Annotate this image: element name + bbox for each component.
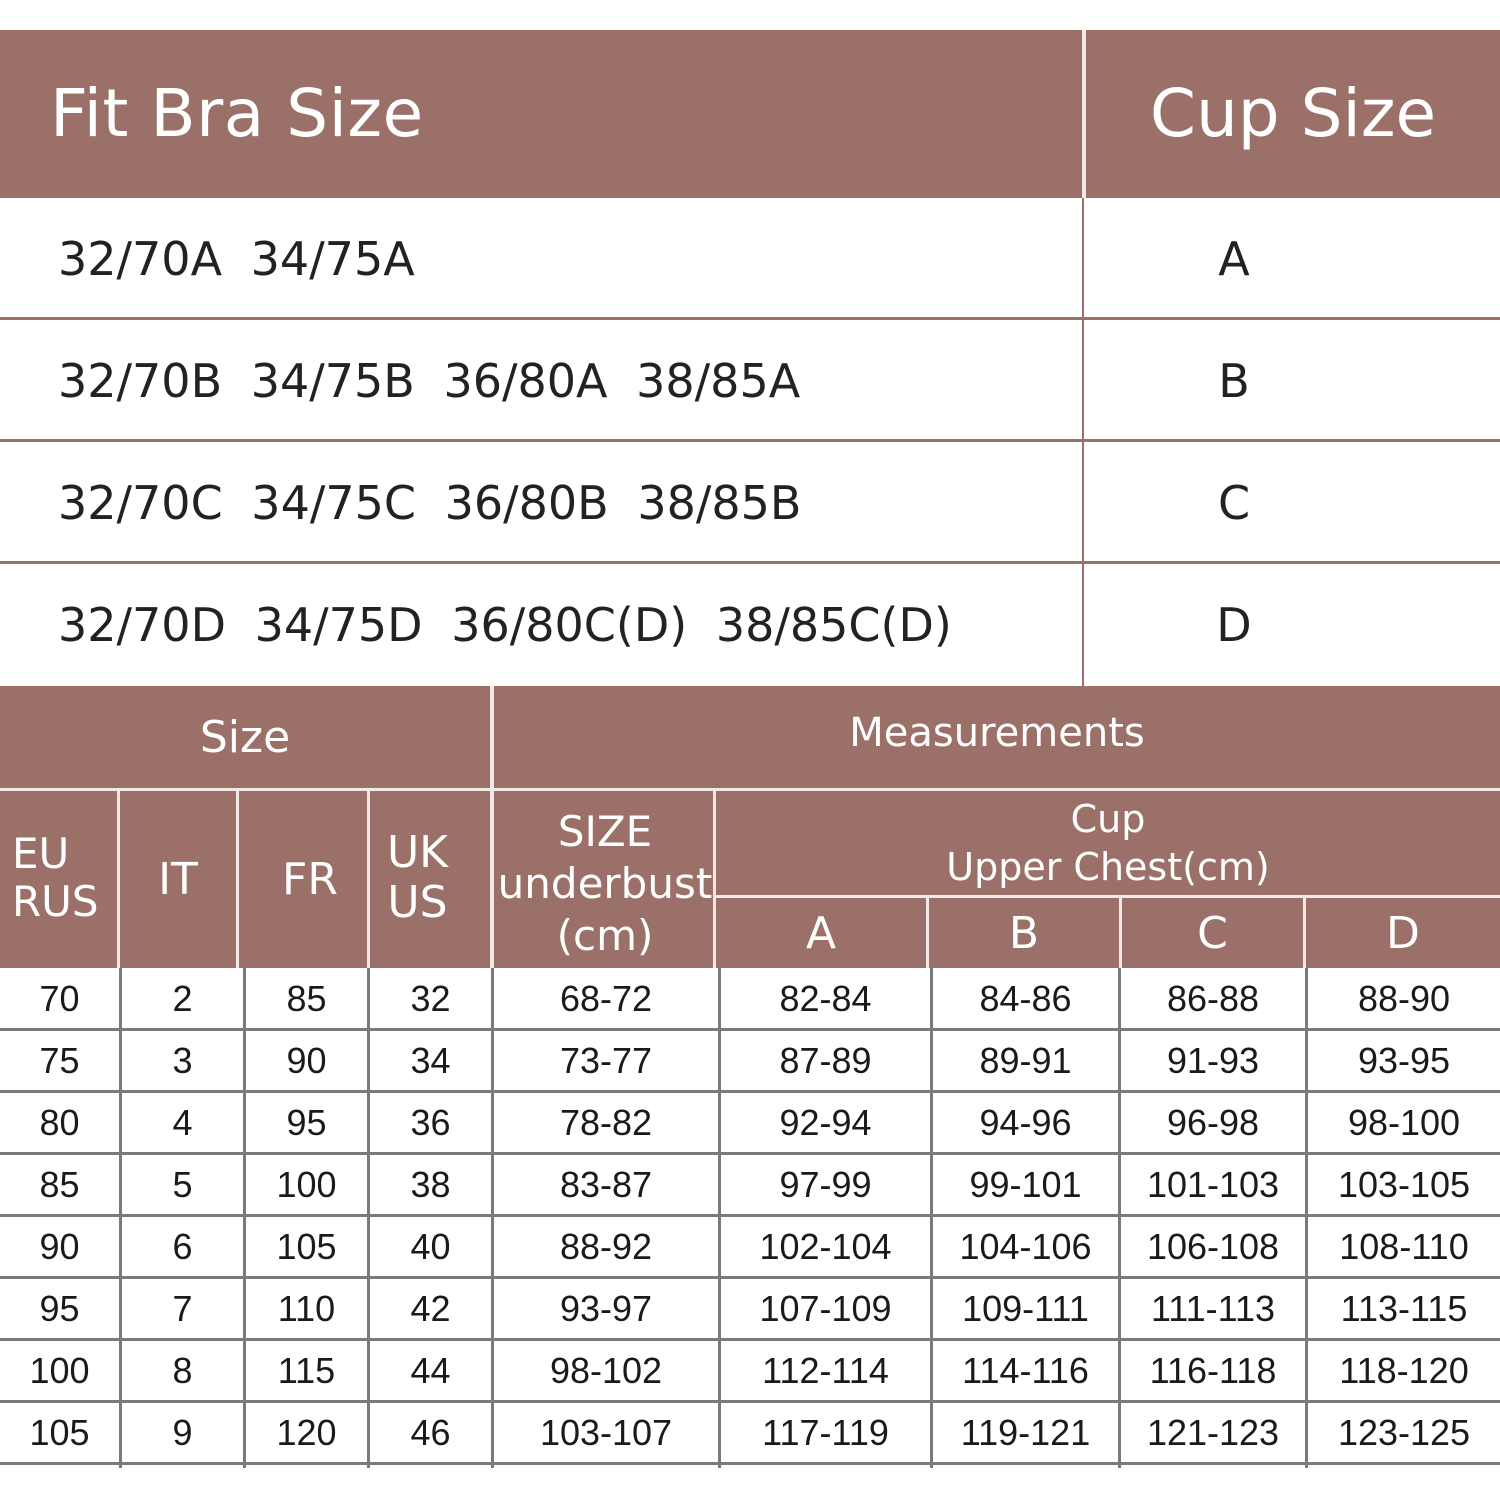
eu-rus-cell: 90 — [39, 1226, 80, 1267]
cup-a-header: A — [805, 907, 837, 959]
fit-row — [0, 198, 1500, 320]
cup-c-cell: 121-123 — [1146, 1412, 1280, 1453]
underbust-cell: 103-107 — [539, 1412, 673, 1453]
grid-line — [119, 968, 122, 1468]
cup-b-header: B — [1008, 907, 1040, 959]
grid-line — [0, 1462, 1500, 1465]
underbust-cell: 83-87 — [559, 1164, 653, 1205]
cup-b-cell: 104-106 — [959, 1226, 1092, 1267]
cup-d-cell: 88-90 — [1357, 978, 1451, 1019]
it-cell: 2 — [172, 978, 193, 1019]
cup-c-cell: 101-103 — [1146, 1164, 1280, 1205]
fr-column-header: FR — [282, 854, 338, 905]
cup-a-cell: 92-94 — [779, 1102, 872, 1143]
underbust-cell: 68-72 — [559, 978, 653, 1019]
us-label: US — [387, 877, 448, 928]
cup-a-cell: 102-104 — [759, 1226, 892, 1267]
cup-letter: D — [1216, 598, 1252, 652]
size-measurements-table — [0, 686, 1500, 1476]
cup-d-header: D — [1386, 907, 1420, 959]
cup-d-cell: 108-110 — [1339, 1226, 1469, 1267]
fr-cell: 105 — [276, 1226, 337, 1267]
size-group-heading: Size — [199, 711, 291, 763]
eu-rus-cell: 100 — [29, 1350, 90, 1391]
uk-us-cell: 38 — [410, 1164, 451, 1205]
eu-rus-cell: 75 — [39, 1040, 80, 1081]
table-row — [0, 1092, 1500, 1154]
grid-line — [1118, 968, 1121, 1468]
underbust-cell: 73-77 — [559, 1040, 653, 1081]
cup-d-cell: 103-105 — [1337, 1164, 1471, 1205]
table-row — [0, 1340, 1500, 1402]
upper-chest-label: Upper Chest(cm) — [946, 845, 1270, 889]
fit-sizes: 32/70B 34/75B 36/80A 38/85A — [58, 354, 801, 408]
it-cell: 9 — [172, 1412, 193, 1453]
fit-sizes: 32/70C 34/75C 36/80B 38/85B — [58, 476, 802, 530]
cup-c-cell: 111-113 — [1150, 1288, 1276, 1329]
uk-us-column-header — [370, 826, 465, 930]
cup-upper-chest-header — [716, 791, 1500, 895]
cup-a-cell: 107-109 — [759, 1288, 892, 1329]
fr-cell: 120 — [276, 1412, 337, 1453]
fit-bra-size-heading: Fit Bra Size — [50, 75, 424, 152]
cup-c-cell: 91-93 — [1166, 1040, 1260, 1081]
fit-row — [0, 442, 1500, 564]
cup-d-cell: 98-100 — [1347, 1102, 1461, 1143]
eu-rus-cell: 70 — [39, 978, 80, 1019]
fr-cell: 110 — [277, 1288, 336, 1329]
uk-us-cell: 34 — [410, 1040, 451, 1081]
cup-b-cell: 119-121 — [960, 1412, 1091, 1453]
fit-bra-size-table — [0, 30, 1500, 686]
grid-line — [243, 968, 246, 1468]
cup-b-cell: 89-91 — [979, 1040, 1072, 1081]
cup-c-cell: 116-118 — [1149, 1350, 1277, 1391]
grid-line — [1305, 968, 1308, 1468]
cup-a-cell: 117-119 — [762, 1412, 889, 1453]
cup-c-cell: 86-88 — [1166, 978, 1260, 1019]
underbust-cell: 78-82 — [559, 1102, 653, 1143]
table-row — [0, 1216, 1500, 1278]
it-cell: 6 — [172, 1226, 193, 1267]
cup-d-cell: 93-95 — [1357, 1040, 1451, 1081]
underbust-cell: 98-102 — [549, 1350, 663, 1391]
fr-cell: 100 — [276, 1164, 337, 1205]
eu-rus-column-header — [12, 826, 112, 930]
cup-c-cell: 106-108 — [1146, 1226, 1280, 1267]
fr-cell: 95 — [286, 1102, 327, 1143]
grid-line — [367, 968, 370, 1468]
cup-size-heading: Cup Size — [1149, 75, 1437, 152]
cup-letter: A — [1218, 232, 1250, 286]
cup-d-cell: 118-120 — [1339, 1350, 1469, 1391]
grid-line — [718, 968, 721, 1468]
size-label: SIZE — [557, 807, 653, 856]
uk-us-cell: 32 — [410, 978, 451, 1019]
cup-a-cell: 87-89 — [779, 1040, 872, 1081]
fit-row — [0, 564, 1500, 686]
table-row — [0, 1402, 1500, 1464]
it-cell: 3 — [172, 1040, 193, 1081]
eu-label: EU — [12, 829, 70, 878]
cup-label: Cup — [1070, 797, 1146, 841]
fit-sizes: 32/70D 34/75D 36/80C(D) 38/85C(D) — [58, 598, 952, 652]
underbust-cell: 93-97 — [559, 1288, 653, 1329]
it-column-header: IT — [158, 854, 198, 905]
uk-us-cell: 36 — [410, 1102, 451, 1143]
table-row — [0, 1154, 1500, 1216]
fr-cell: 115 — [277, 1350, 336, 1391]
eu-rus-cell: 105 — [29, 1412, 90, 1453]
table-row — [0, 1278, 1500, 1340]
cup-d-cell: 113-115 — [1340, 1288, 1468, 1329]
fit-table-header — [0, 30, 1500, 198]
table-row — [0, 968, 1500, 1030]
cup-c-header: C — [1197, 907, 1228, 959]
measurements-group-heading: Measurements — [849, 710, 1145, 756]
cup-d-cell: 123-125 — [1337, 1412, 1471, 1453]
grid-line — [491, 968, 494, 1468]
underbust-label: underbust — [497, 859, 713, 908]
uk-us-cell: 44 — [410, 1350, 451, 1391]
cup-b-cell: 109-111 — [962, 1288, 1089, 1329]
uk-us-cell: 42 — [410, 1288, 451, 1329]
cup-letter: C — [1217, 476, 1251, 530]
fit-row — [0, 320, 1500, 442]
rus-label: RUS — [12, 877, 99, 926]
cup-c-cell: 96-98 — [1166, 1102, 1260, 1143]
grid-line — [930, 968, 933, 1468]
cup-b-cell: 84-86 — [979, 978, 1072, 1019]
size-underbust-column-header — [494, 804, 716, 964]
it-cell: 7 — [172, 1288, 193, 1329]
underbust-cell: 88-92 — [559, 1226, 653, 1267]
uk-us-cell: 46 — [410, 1412, 451, 1453]
uk-label: UK — [386, 827, 449, 878]
it-cell: 5 — [172, 1164, 193, 1205]
cm-label: (cm) — [556, 911, 654, 960]
table-row — [0, 1030, 1500, 1092]
cup-letter: B — [1218, 354, 1250, 408]
uk-us-cell: 40 — [410, 1226, 451, 1267]
cup-a-cell: 82-84 — [779, 978, 872, 1019]
it-cell: 4 — [172, 1102, 193, 1143]
eu-rus-cell: 85 — [39, 1164, 80, 1205]
eu-rus-cell: 80 — [39, 1102, 80, 1143]
fr-cell: 85 — [286, 978, 327, 1019]
fr-cell: 90 — [286, 1040, 327, 1081]
fit-sizes: 32/70A 34/75A — [58, 232, 415, 286]
size-table-header — [0, 686, 1500, 968]
cup-a-cell: 112-114 — [762, 1350, 889, 1391]
eu-rus-cell: 95 — [39, 1288, 80, 1329]
cup-b-cell: 94-96 — [979, 1102, 1072, 1143]
cup-b-cell: 99-101 — [969, 1164, 1082, 1205]
cup-a-cell: 97-99 — [779, 1164, 872, 1205]
cup-b-cell: 114-116 — [962, 1350, 1089, 1391]
it-cell: 8 — [172, 1350, 193, 1391]
